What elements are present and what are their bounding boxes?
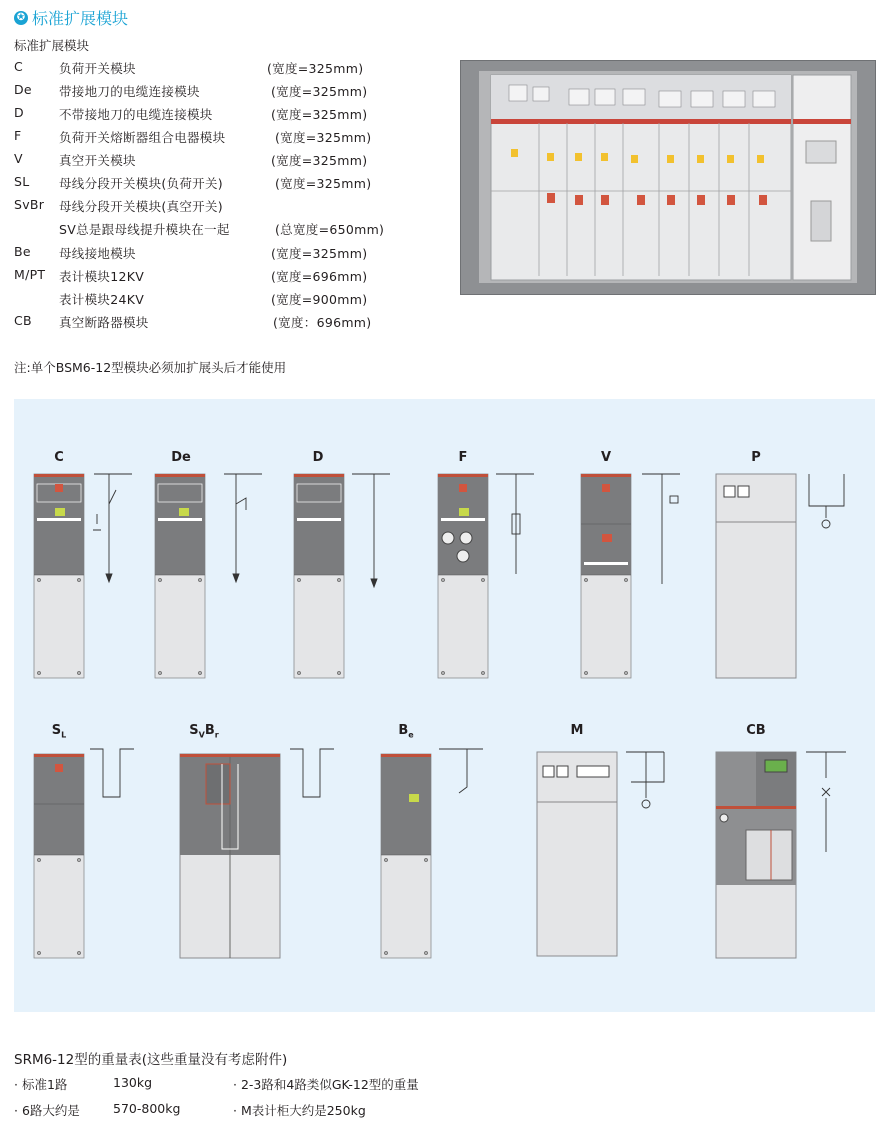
section-title-text: 标准扩展模块	[32, 9, 129, 28]
weight-std1-value: 130kg	[113, 1075, 153, 1090]
label-d: D	[312, 450, 324, 465]
label-sl: $S_L$	[51, 723, 67, 740]
single-line-de	[224, 474, 262, 582]
section-title	[14, 6, 128, 29]
weight-meter: · M表计柜大约是250kg	[233, 1103, 366, 1118]
subtitle: 标准扩展模块	[14, 38, 90, 53]
cabinet-d	[294, 474, 344, 678]
star-icon: ✪	[14, 11, 28, 25]
module-diagrams	[14, 399, 875, 1012]
cabinet-svbr	[180, 754, 280, 958]
switchgear-photo	[460, 60, 876, 295]
cabinet-c	[34, 474, 84, 678]
label-de: De	[171, 450, 191, 465]
cabinet-f	[438, 474, 488, 678]
label-v: V	[600, 450, 612, 465]
weight-table-title: SRM6-12型的重量表(这些重量没有考虑附件)	[14, 1052, 288, 1068]
single-line-v	[642, 474, 680, 584]
cabinet-m	[537, 752, 617, 956]
single-line-c	[93, 474, 132, 582]
module-diagram-panel	[14, 399, 875, 1012]
single-line-f	[496, 474, 534, 574]
weight-six-label: · 6路大约是	[14, 1103, 80, 1118]
single-line-sl	[90, 749, 134, 797]
cabinet-de	[155, 474, 205, 678]
label-c: C	[54, 450, 64, 465]
single-line-cb	[806, 752, 846, 852]
usage-note: 注:单个BSM6-12型模块必须加扩展头后才能使用	[14, 360, 287, 375]
single-line-svbr	[290, 749, 334, 797]
cabinet-be	[381, 754, 431, 958]
weight-multi: · 2-3路和4路类似GK-12型的重量	[233, 1077, 419, 1092]
weight-six-value: 570-800kg	[113, 1101, 181, 1116]
cabinet-sl	[34, 754, 84, 958]
label-cb: CB	[746, 723, 766, 738]
label-svbr: $S_VB_r$	[189, 723, 219, 740]
single-line-d	[352, 474, 390, 587]
label-be: $B_e$	[398, 723, 414, 740]
cabinet-p	[716, 474, 796, 678]
single-line-be	[439, 749, 483, 793]
label-m: M	[570, 723, 584, 738]
cabinet-v	[581, 474, 631, 678]
weight-std1-label: · 标准1路	[14, 1077, 68, 1092]
cabinet-cb	[716, 752, 796, 958]
label-p: P	[751, 450, 761, 465]
single-line-m	[626, 752, 664, 808]
label-f: F	[458, 450, 468, 465]
single-line-p	[809, 474, 844, 528]
